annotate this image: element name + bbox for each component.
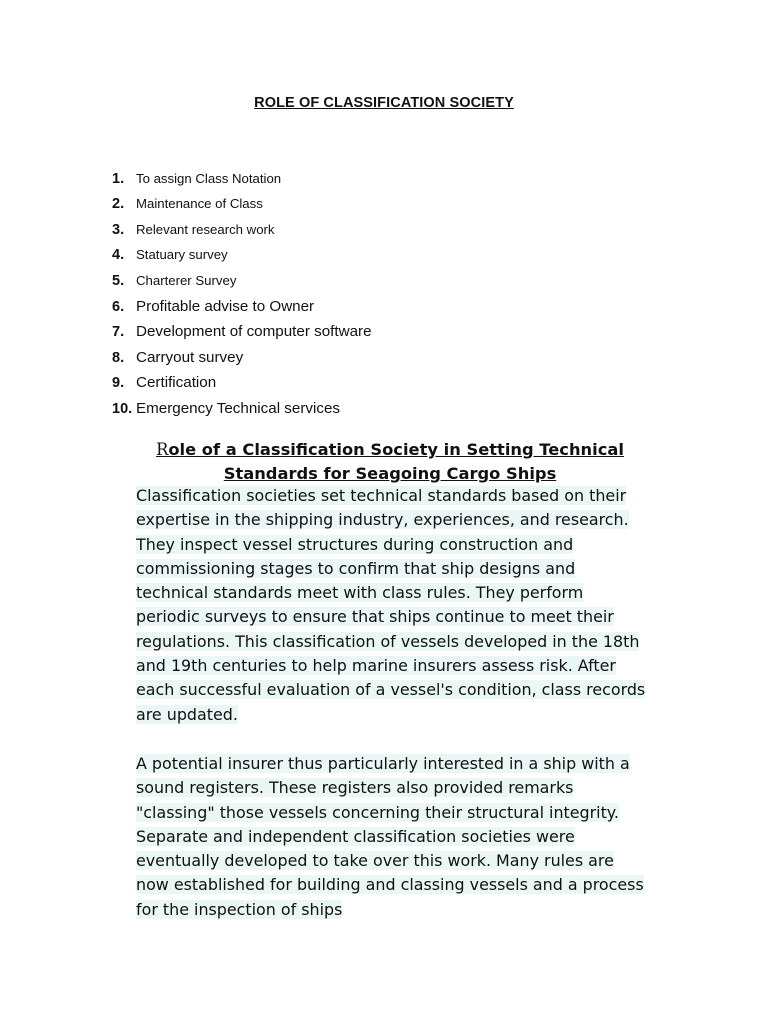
paragraph-line (136, 752, 696, 776)
list-item-text: Statuary survey (136, 247, 228, 263)
paragraph-line-text: each successful evaluation of a vessel's condition, class records (136, 680, 646, 700)
paragraph-line-text: sound registers. These registers also provided remarks (136, 778, 574, 798)
paragraph-line-text: A potential insurer thus particularly interested in a ship with a (136, 754, 630, 773)
paragraph-line-text: for the inspection of ships (136, 899, 343, 919)
list-item-text: Development of computer software (136, 323, 372, 341)
paragraph-line-text: regulations. This classification of vessels developed in the 18th (136, 631, 640, 651)
list-item-number: 4. (112, 247, 125, 264)
section-heading-line-1-text: ole of a Classification Society in Setting Technical (168, 440, 624, 459)
list-item (112, 298, 612, 323)
role-list (112, 171, 612, 425)
paragraph-line (136, 508, 696, 532)
list-item-number: 6. (112, 298, 125, 315)
paragraph-line-text: expertise in the shipping industry, experiences, and research. (136, 510, 629, 530)
list-item (112, 247, 612, 272)
paragraph-line (136, 484, 696, 508)
list-item (112, 273, 612, 298)
paragraph-line (136, 605, 696, 629)
paragraph-line-text: now established for building and classing vessels and a process (136, 875, 644, 895)
paragraph-line (136, 630, 696, 654)
paragraph-line-text: eventually developed to take over this work. Many rules are (136, 851, 614, 871)
section-heading-line-2: Standards for Seagoing Cargo Ships (223, 464, 557, 483)
paragraph-line-text: Separate and independent classification societies were (136, 826, 575, 846)
list-item-number: 7. (112, 324, 125, 341)
paragraph-line (136, 557, 696, 581)
list-item-number: 10. (112, 400, 133, 417)
paragraph-line-text: commissioning stages to confirm that ship designs and (136, 558, 576, 578)
paragraph-line (136, 654, 696, 678)
list-item-text: Charterer Survey (136, 272, 237, 288)
list-item-text: Carryout survey (136, 348, 244, 366)
body-paragraph-2 (136, 752, 696, 922)
body-paragraph-1 (136, 484, 696, 727)
section-heading-line-1 (130, 438, 650, 462)
list-item-number: 3. (112, 221, 125, 238)
list-item-number: 2. (112, 196, 125, 213)
paragraph-line (136, 801, 696, 825)
section-heading-initial: R (156, 440, 169, 459)
paragraph-line-text: and 19th centuries to help marine insurers assess risk. After (136, 656, 616, 676)
list-item-text: Emergency Technical services (136, 399, 340, 417)
list-item (112, 400, 612, 425)
page-title: ROLE OF CLASSIFICATION SOCIETY (254, 95, 514, 111)
list-item-number: 5. (112, 272, 125, 289)
list-item-number: 8. (112, 349, 125, 366)
paragraph-line (136, 533, 696, 557)
paragraph-line-text: They inspect vessel structures during construction and (136, 534, 574, 554)
list-item (112, 349, 612, 374)
list-item-text: Relevant research work (136, 221, 275, 237)
list-item (112, 196, 612, 221)
list-item (112, 374, 612, 399)
section-heading (130, 438, 650, 486)
paragraph-line (136, 776, 696, 800)
paragraph-line (136, 678, 696, 702)
paragraph-line-text: periodic surveys to ensure that ships continue to meet their (136, 607, 614, 627)
list-item (112, 222, 612, 247)
list-item-text: Maintenance of Class (136, 196, 263, 212)
paragraph-line-text: "classing" those vessels concerning their structural integrity. (136, 802, 619, 822)
paragraph-line (136, 898, 696, 922)
list-item (112, 323, 612, 348)
paragraph-line (136, 703, 696, 727)
list-item-text: Certification (136, 374, 217, 392)
list-item-number: 1. (112, 171, 125, 187)
list-item-number: 9. (112, 375, 125, 392)
paragraph-line-text: Classification societies set technical standards based on their (136, 486, 627, 505)
list-item-text: Profitable advise to Owner (136, 297, 315, 315)
list-item-text: To assign Class Notation (136, 171, 282, 186)
list-item (112, 171, 612, 196)
paragraph-line (136, 849, 696, 873)
paragraph-line (136, 825, 696, 849)
paragraph-line-text: technical standards meet with class rules. They perform (136, 583, 584, 603)
paragraph-line (136, 581, 696, 605)
paragraph-line (136, 873, 696, 897)
paragraph-line-text: are updated. (136, 704, 238, 724)
